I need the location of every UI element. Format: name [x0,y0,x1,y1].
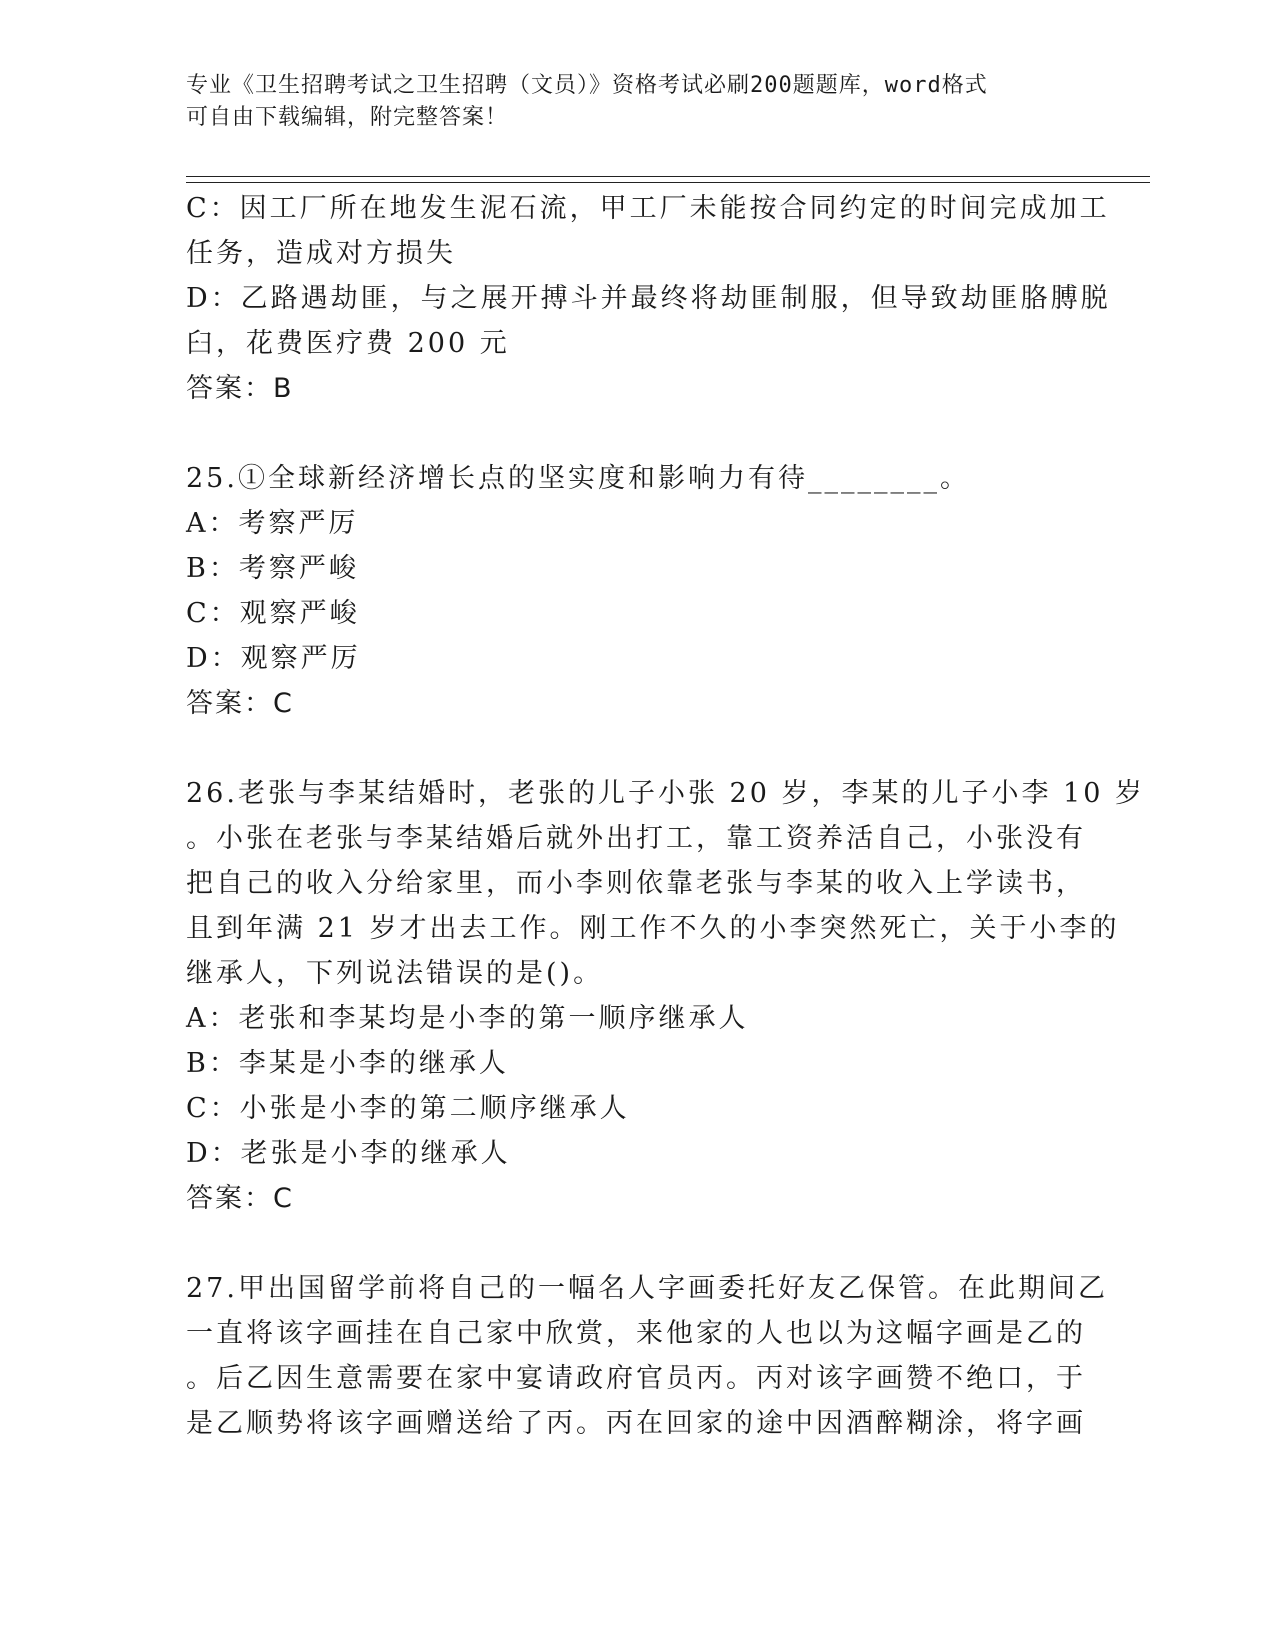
question-26-stem-line-1: 26.老张与李某结婚时，老张的儿子小张 20 岁，李某的儿子小李 10 岁 [186,778,1145,809]
question-26-stem-line-2: 。小张在老张与李某结婚后就外出打工，靠工资养活自己，小张没有 [186,823,1086,854]
question-25 [186,456,1086,726]
header-divider-bottom [186,182,1150,183]
question-27-stem-line-4: 是乙顺势将该字画赠送给了丙。丙在回家的途中因酒醉糊涂，将字画 [186,1408,1086,1439]
option-d-line-2: 臼，花费医疗费 200 元 [186,328,510,359]
question-26 [186,771,1145,1221]
question-25-option-c: C：观察严峻 [186,598,360,629]
question-26-option-d: D：老张是小李的继承人 [186,1138,511,1169]
option-c-line-1: C：因工厂所在地发生泥石流，甲工厂未能按合同约定的时间完成加工 [186,193,1110,224]
question-26-stem-line-4: 且到年满 21 岁才出去工作。刚工作不久的小李突然死亡，关于小李的 [186,913,1120,944]
question-26-stem-line-5: 继承人，下列说法错误的是()。 [186,958,604,989]
question-26-option-a: A：老张和李某均是小李的第一顺序继承人 [186,1003,749,1034]
spacer [186,411,1086,456]
spacer [186,726,1086,771]
question-27-stem-line-3: 。后乙因生意需要在家中宴请政府官员丙。丙对该字画赞不绝口，于 [186,1363,1086,1394]
answer-25: 答案：C [186,688,294,719]
document-body [186,186,1145,1446]
question-24-continued [186,186,1111,411]
question-25-stem: 25.①全球新经济增长点的坚实度和影响力有待________。 [186,463,970,494]
question-26-option-c: C：小张是小李的第二顺序继承人 [186,1093,630,1124]
question-27 [186,1266,1108,1446]
header-line-2: 可自由下载编辑，附完整答案！ [186,105,509,130]
question-27-stem-line-2: 一直将该字画挂在自己家中欣赏，来他家的人也以为这幅字画是乙的 [186,1318,1086,1349]
option-d-line-1: D：乙路遇劫匪，与之展开搏斗并最终将劫匪制服，但导致劫匪胳膊脱 [186,283,1111,314]
question-26-stem-line-3: 把自己的收入分给家里，而小李则依靠老张与李某的收入上学读书， [186,868,1086,899]
answer-24: 答案：B [186,373,294,404]
spacer [186,1221,1086,1266]
question-25-option-b: B：考察严峻 [186,553,359,584]
question-26-option-b: B：李某是小李的继承人 [186,1048,509,1079]
header-line-1: 专业《卫生招聘考试之卫生招聘（文员）》资格考试必刷200题题库，word格式 [186,73,988,98]
option-c-line-2: 任务，造成对方损失 [186,238,456,269]
question-25-option-d: D：观察严厉 [186,643,361,674]
question-27-stem-line-1: 27.甲出国留学前将自己的一幅名人字画委托好友乙保管。在此期间乙 [186,1273,1108,1304]
header-divider-top [186,176,1150,177]
page-header [186,70,1086,134]
question-25-option-a: A：考察严厉 [186,508,359,539]
answer-26: 答案：C [186,1183,294,1214]
